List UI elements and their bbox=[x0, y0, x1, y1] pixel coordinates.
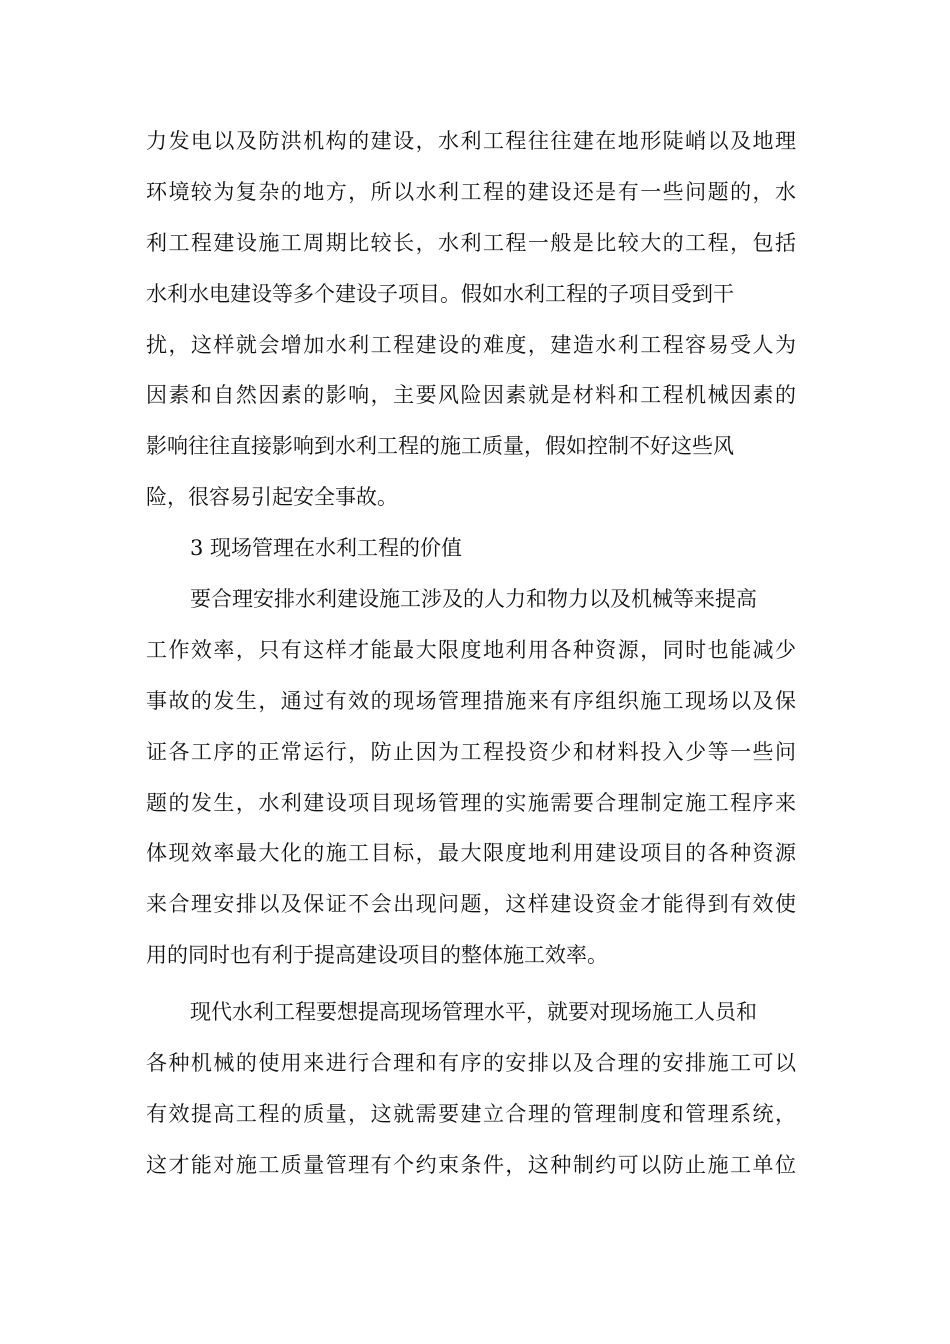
text-line: 现代水利工程要想提高现场管理水平，就要对现场施工人员和 bbox=[190, 1000, 757, 1025]
body-text bbox=[146, 116, 796, 1191]
text-line: 影响往往直接影响到水利工程的施工质量，假如控制不好这些风 bbox=[146, 434, 734, 459]
section-title: 3 现场管理在水利工程的价值 bbox=[190, 536, 463, 561]
text-line: 有效提高工程的质量，这就需要建立合理的管理制度和管理系统， bbox=[146, 1101, 796, 1126]
text-line: 来合理安排以及保证不会出现问题，这样建设资金才能得到有效使 bbox=[146, 892, 796, 917]
text-line: 体现效率最大化的施工目标，最大限度地利用建设项目的各种资源 bbox=[146, 841, 796, 866]
text-line: 因素和自然因素的影响，主要风险因素就是材料和工程机械因素的 bbox=[146, 383, 796, 408]
text-line: 工作效率，只有这样才能最大限度地利用各种资源，同时也能减少 bbox=[146, 637, 796, 662]
paragraph-site-management-value bbox=[146, 574, 796, 981]
text-line: 各种机械的使用来进行合理和有序的安排以及合理的安排施工可以 bbox=[146, 1051, 796, 1076]
text-line: 题的发生，水利建设项目现场管理的实施需要合理制定施工程序来 bbox=[146, 790, 796, 815]
text-line: 利工程建设施工周期比较长，水利工程一般是比较大的工程，包括 bbox=[146, 230, 796, 255]
text-line: 事故的发生，通过有效的现场管理措施来有序组织施工现场以及保 bbox=[146, 688, 796, 713]
text-line: 力发电以及防洪机构的建设，水利工程往往建在地形陡峭以及地理 bbox=[146, 129, 796, 153]
paragraph-risk-factors bbox=[146, 116, 796, 523]
text-line: 环境较为复杂的地方，所以水利工程的建设还是有一些问题的，水 bbox=[146, 179, 796, 204]
text-line: 扰，这样就会增加水利工程建设的难度，建造水利工程容易受人为 bbox=[146, 332, 796, 357]
text-line: 证各工序的正常运行，防止因为工程投资少和材料投入少等一些问 bbox=[146, 739, 796, 764]
paragraph-modern-management bbox=[146, 987, 796, 1191]
text-line: 要合理安排水利建设施工涉及的人力和物力以及机械等来提高 bbox=[190, 587, 757, 612]
text-line: 水利水电建设等多个建设子项目。假如水利工程的子项目受到干 bbox=[146, 281, 734, 306]
text-line: 用的同时也有利于提高建设项目的整体施工效率。 bbox=[146, 943, 608, 968]
section-heading bbox=[146, 523, 796, 574]
text-line: 险，很容易引起安全事故。 bbox=[146, 485, 398, 510]
text-line: 这才能对施工质量管理有个约束条件，这种制约可以防止施工单位 bbox=[146, 1152, 796, 1177]
